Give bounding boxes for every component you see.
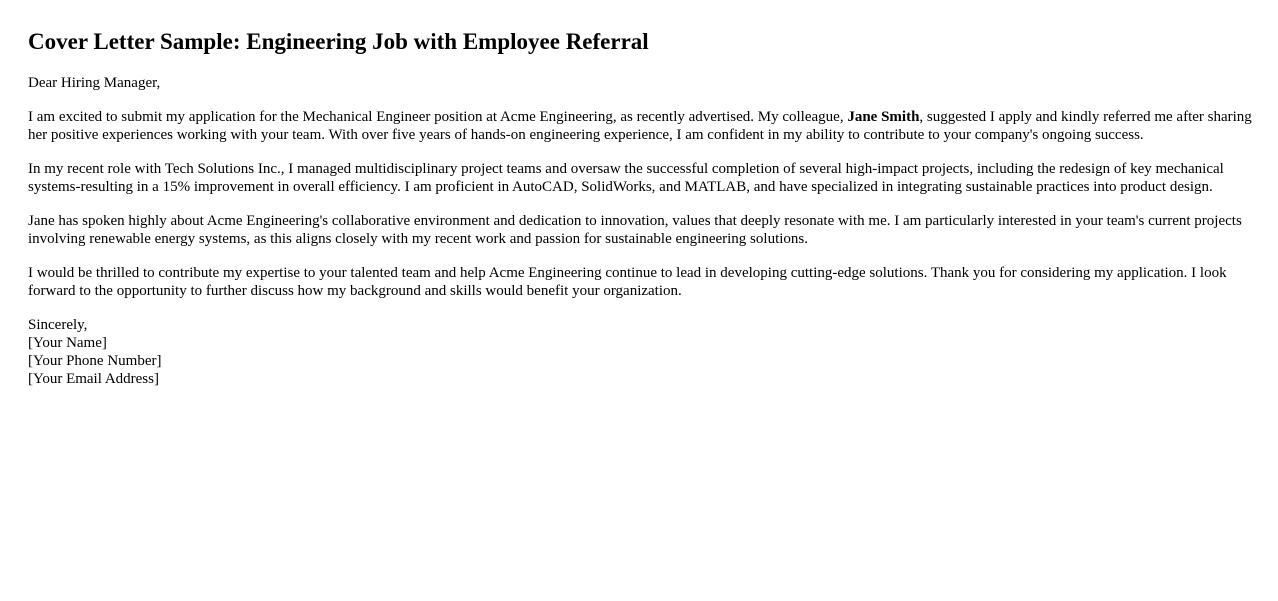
referrer-name: Jane Smith bbox=[847, 109, 920, 125]
paragraph-company-fit: Jane has spoken highly about Acme Engineering's collaborative environment and dedication to innovation, values that deeply resonate with me. I am particularly interested in your team's current projects involving renewable energy systems, as this aligns closely with my recent work and passion for sustainable engineering solutions. bbox=[28, 213, 1242, 247]
signature-email: [Your Email Address] bbox=[28, 371, 159, 387]
paragraph-experience: In my recent role with Tech Solutions Inc., I managed multidisciplinary project teams and oversaw the successful completion of several high-impact projects, including the redesign of key mechanical systems-resulting in a 15% improvement in overall efficiency. I am proficient in AutoCAD, SolidWorks, and MATLAB, and have specialized in integrating sustainable practices into product design. bbox=[28, 161, 1224, 195]
paragraph-intro bbox=[28, 108, 1254, 144]
page-title: Cover Letter Sample: Engineering Job with Employee Referral bbox=[28, 29, 649, 54]
signature-block bbox=[28, 316, 1254, 388]
paragraph-intro-start: I am excited to submit my application for the Mechanical Engineer position at Acme Engineering, as recently advertised. My colleague, bbox=[28, 109, 848, 125]
salutation: Dear Hiring Manager, bbox=[28, 75, 161, 91]
paragraph-closing: I would be thrilled to contribute my expertise to your talented team and help Acme Engineering continue to lead in developing cutting-edge solutions. Thank you for considering my application. I look forward to the opportunity to further discuss how my background and skills would benefit your organization. bbox=[28, 265, 1227, 299]
paragraph-intro-end: , suggested I apply and kindly referred me after sharing her positive experiences working with your team. With over five years of hands-on engineering experience, I am confident in my ability to contribute to your company's ongoing success. bbox=[28, 109, 1252, 143]
signature-closing: Sincerely, bbox=[28, 317, 88, 333]
signature-name: [Your Name] bbox=[28, 335, 107, 351]
cover-letter bbox=[28, 0, 1254, 388]
signature-phone: [Your Phone Number] bbox=[28, 353, 162, 369]
